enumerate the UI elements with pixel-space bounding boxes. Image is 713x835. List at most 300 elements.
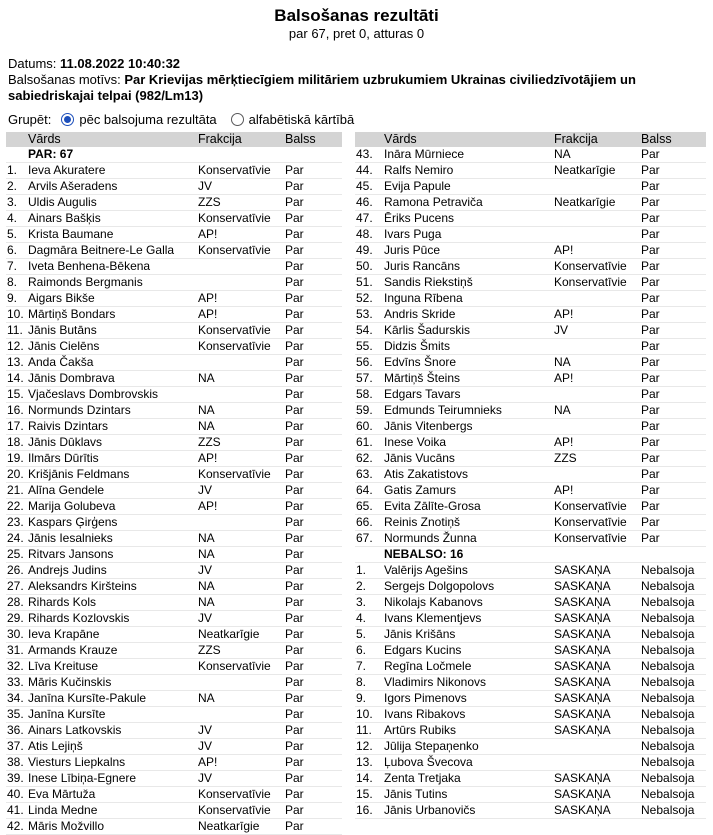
member-number: 46.: [356, 195, 373, 209]
member-number: 20.: [7, 467, 24, 481]
member-name: Normunds Žunna: [384, 531, 477, 545]
member-name: Inese Lībiņa-Egnere: [28, 771, 137, 785]
member-vote: Par: [641, 467, 660, 481]
member-vote: Par: [641, 339, 660, 353]
member-row: [6, 275, 342, 291]
member-name: Reinis Znotiņš: [384, 515, 461, 529]
member-fraction: JV: [198, 771, 213, 785]
date-line: [8, 56, 703, 72]
member-row: [6, 499, 342, 515]
member-vote: Par: [285, 403, 304, 417]
member-number: 13.: [7, 355, 24, 369]
member-number: 32.: [7, 659, 24, 673]
column-header-name: Vārds: [28, 132, 61, 146]
member-row: [6, 371, 342, 387]
member-name: Marija Golubeva: [28, 499, 116, 513]
table-column-left: [6, 147, 342, 835]
member-vote: Nebalsoja: [641, 675, 695, 689]
member-name: Ilmārs Dūrītis: [28, 451, 99, 465]
member-number: 34.: [7, 691, 24, 705]
member-row: [355, 675, 706, 691]
member-name: Jānis Iesalnieks: [28, 531, 113, 545]
member-name: Ļubova Švecova: [384, 755, 473, 769]
radio-option-label[interactable]: alfabētiskā kārtībā: [248, 111, 355, 127]
radio-option-label[interactable]: pēc balsojuma rezultāta: [79, 111, 217, 127]
member-name: Aleksandrs Kiršteins: [28, 579, 137, 593]
member-fraction: SASKAŅA: [554, 723, 611, 737]
member-number: 4.: [356, 611, 367, 625]
member-name: Ieva Krapāne: [28, 627, 100, 641]
member-vote: Par: [285, 691, 304, 705]
member-fraction: JV: [198, 739, 213, 753]
member-vote: Par: [641, 211, 660, 225]
member-fraction: [198, 259, 285, 274]
member-name: Ivans Ribakovs: [384, 707, 466, 721]
member-number: 11.: [356, 723, 372, 737]
member-vote: Nebalsoja: [641, 787, 695, 801]
member-vote: Par: [285, 467, 304, 481]
member-vote: Par: [641, 515, 660, 529]
member-name: Viesturs Liepkalns: [28, 755, 126, 769]
member-number: 57.: [356, 371, 373, 385]
member-row: [6, 803, 342, 819]
member-row: [6, 451, 342, 467]
member-fraction: [554, 291, 641, 306]
member-vote: Par: [285, 707, 304, 721]
member-fraction: Neatkarīgie: [198, 819, 260, 833]
member-name: Mārtiņš Bondars: [28, 307, 116, 321]
member-name: Krišjānis Feldmans: [28, 467, 130, 481]
member-number: 6.: [356, 643, 367, 657]
member-fraction: JV: [554, 323, 569, 337]
member-name: Edgars Kucins: [384, 643, 462, 657]
section-title: NEBALSO: 16: [384, 547, 464, 561]
member-row: [6, 163, 342, 179]
results-table: [6, 132, 706, 835]
member-fraction: NA: [554, 355, 571, 369]
member-vote: Par: [285, 259, 304, 273]
member-row: [6, 291, 342, 307]
member-number: 16.: [356, 803, 373, 817]
member-number: 16.: [7, 403, 24, 417]
member-name: Janīna Kursīte-Pakule: [28, 691, 147, 705]
member-name: Janīna Kursīte: [28, 707, 106, 721]
member-row: [6, 227, 342, 243]
member-number: 27.: [7, 579, 24, 593]
member-row: [355, 195, 706, 211]
member-row: [355, 771, 706, 787]
member-row: [6, 243, 342, 259]
member-name: Rihards Kols: [28, 595, 97, 609]
member-fraction: NA: [198, 579, 215, 593]
member-fraction: AP!: [198, 451, 218, 465]
member-name: Didzis Šmits: [384, 339, 451, 353]
member-row: [355, 659, 706, 675]
member-fraction: [554, 227, 641, 242]
member-fraction: Neatkarīgie: [554, 195, 616, 209]
column-header-vote: Balss: [641, 132, 672, 146]
radio-button-icon[interactable]: [61, 113, 74, 126]
member-vote: Nebalsoja: [641, 611, 695, 625]
member-number: 48.: [356, 227, 373, 241]
table-header: [6, 132, 706, 147]
member-row: [6, 339, 342, 355]
member-vote: Par: [285, 499, 304, 513]
member-vote: Par: [641, 195, 660, 209]
member-name: Rihards Kozlovskis: [28, 611, 130, 625]
member-row: [355, 403, 706, 419]
member-vote: Nebalsoja: [641, 643, 695, 657]
member-fraction: NA: [198, 419, 215, 433]
member-name: Ralfs Nemiro: [384, 163, 454, 177]
member-row: [355, 323, 706, 339]
member-vote: Par: [285, 307, 304, 321]
member-vote: Par: [641, 531, 660, 545]
member-fraction: AP!: [198, 227, 218, 241]
member-vote: Par: [285, 819, 304, 833]
member-row: [6, 739, 342, 755]
member-name: Andris Skride: [384, 307, 456, 321]
member-name: Evita Zālīte-Grosa: [384, 499, 481, 513]
table-column-right: [355, 147, 706, 819]
member-row: [355, 227, 706, 243]
member-number: 36.: [7, 723, 24, 737]
member-row: [355, 531, 706, 547]
member-fraction: [554, 739, 641, 754]
member-vote: Par: [641, 435, 660, 449]
member-name: Jānis Vitenbergs: [384, 419, 473, 433]
member-name: Inese Voika: [384, 435, 447, 449]
radio-button-icon[interactable]: [231, 113, 244, 126]
section-header-row: [355, 547, 706, 563]
member-row: [355, 643, 706, 659]
member-vote: Par: [285, 339, 304, 353]
member-name: Jānis Cielēns: [28, 339, 100, 353]
member-number: 37.: [7, 739, 24, 753]
member-fraction: NA: [198, 595, 215, 609]
member-row: [355, 275, 706, 291]
member-name: Evija Papule: [384, 179, 451, 193]
member-number: 52.: [356, 291, 373, 305]
member-vote: Par: [641, 451, 660, 465]
member-fraction: SASKAŅA: [554, 611, 611, 625]
member-number: 63.: [356, 467, 373, 481]
member-fraction: SASKAŅA: [554, 579, 611, 593]
member-fraction: [554, 179, 641, 194]
member-vote: Par: [285, 547, 304, 561]
member-row: [6, 355, 342, 371]
member-fraction: Konservatīvie: [554, 515, 627, 529]
section-title: PAR: 67: [28, 147, 74, 161]
member-name: Edvīns Šnore: [384, 355, 457, 369]
member-number: 24.: [7, 531, 24, 545]
member-number: 42.: [7, 819, 24, 833]
member-number: 65.: [356, 499, 373, 513]
member-row: [6, 403, 342, 419]
member-name: Jūlija Stepaņenko: [384, 739, 479, 753]
member-vote: Par: [641, 179, 660, 193]
member-vote: Par: [285, 419, 304, 433]
member-fraction: Neatkarīgie: [198, 627, 260, 641]
member-row: [355, 179, 706, 195]
member-name: Linda Medne: [28, 803, 98, 817]
member-name: Māris Kučinskis: [28, 675, 112, 689]
member-fraction: NA: [554, 403, 571, 417]
member-number: 30.: [7, 627, 24, 641]
member-number: 62.: [356, 451, 373, 465]
member-vote: Par: [641, 403, 660, 417]
member-name: Raimonds Bergmanis: [28, 275, 143, 289]
member-fraction: ZZS: [198, 643, 221, 657]
radio-option-by-result[interactable]: [61, 112, 216, 127]
member-fraction: [198, 275, 285, 290]
member-name: Jānis Vucāns: [384, 451, 455, 465]
member-row: [6, 611, 342, 627]
member-fraction: AP!: [554, 371, 574, 385]
member-row: [355, 627, 706, 643]
member-vote: Par: [641, 243, 660, 257]
member-vote: Par: [641, 307, 660, 321]
member-fraction: SASKAŅA: [554, 691, 611, 705]
member-vote: Nebalsoja: [641, 739, 695, 753]
member-fraction: Konservatīvie: [554, 275, 627, 289]
radio-option-alphabetical[interactable]: [231, 112, 355, 127]
member-name: Ainars Latkovskis: [28, 723, 122, 737]
member-fraction: NA: [198, 403, 215, 417]
member-fraction: [198, 675, 285, 690]
member-vote: Nebalsoja: [641, 771, 695, 785]
member-vote: Nebalsoja: [641, 659, 695, 673]
group-label: Grupēt:: [8, 111, 52, 127]
member-name: Uldis Augulis: [28, 195, 97, 209]
member-vote: Par: [285, 675, 304, 689]
member-vote: Par: [641, 147, 660, 161]
member-name: Ēriks Pucens: [384, 211, 455, 225]
member-row: [6, 323, 342, 339]
member-number: 19.: [7, 451, 24, 465]
member-fraction: AP!: [198, 307, 218, 321]
member-row: [355, 691, 706, 707]
member-vote: Par: [285, 755, 304, 769]
member-number: 2.: [356, 579, 367, 593]
member-row: [6, 771, 342, 787]
member-number: 18.: [7, 435, 24, 449]
member-vote: Par: [285, 243, 304, 257]
member-number: 54.: [356, 323, 373, 337]
member-name: Ināra Mūrniece: [384, 147, 465, 161]
member-row: [6, 595, 342, 611]
member-vote: Par: [285, 595, 304, 609]
member-row: [355, 499, 706, 515]
member-vote: Par: [641, 371, 660, 385]
member-vote: Nebalsoja: [641, 755, 695, 769]
member-number: 7.: [356, 659, 367, 673]
member-number: 3.: [7, 195, 18, 209]
member-number: 39.: [7, 771, 24, 785]
member-fraction: AP!: [554, 307, 574, 321]
member-vote: Par: [285, 515, 304, 529]
member-fraction: AP!: [554, 243, 574, 257]
member-fraction: Konservatīvie: [554, 259, 627, 273]
member-name: Dagmāra Beitnere-Le Galla: [28, 243, 175, 257]
member-name: Edmunds Teirumnieks: [384, 403, 502, 417]
member-vote: Par: [285, 627, 304, 641]
member-fraction: SASKAŅA: [554, 675, 611, 689]
member-number: 8.: [356, 675, 367, 689]
member-name: Edgars Tavars: [384, 387, 461, 401]
member-number: 12.: [356, 739, 373, 753]
member-row: [355, 371, 706, 387]
member-vote: Par: [641, 227, 660, 241]
member-name: Nikolajs Kabanovs: [384, 595, 483, 609]
member-number: 64.: [356, 483, 373, 497]
member-fraction: Konservatīvie: [198, 243, 271, 257]
member-row: [6, 467, 342, 483]
member-row: [355, 755, 706, 771]
member-name: Valērijs Agešins: [384, 563, 468, 577]
member-number: 8.: [7, 275, 18, 289]
member-number: 61.: [356, 435, 373, 449]
member-number: 21.: [7, 483, 24, 497]
member-vote: Par: [285, 803, 304, 817]
member-row: [355, 483, 706, 499]
member-row: [6, 627, 342, 643]
member-row: [6, 707, 342, 723]
member-vote: Par: [285, 179, 304, 193]
member-vote: Par: [641, 291, 660, 305]
member-fraction: SASKAŅA: [554, 771, 611, 785]
member-name: Inguna Rībena: [384, 291, 463, 305]
member-name: Aigars Bikše: [28, 291, 95, 305]
member-number: 5.: [356, 627, 367, 641]
member-row: [355, 387, 706, 403]
member-number: 14.: [356, 771, 373, 785]
member-vote: Par: [641, 483, 660, 497]
member-number: 59.: [356, 403, 373, 417]
member-row: [6, 307, 342, 323]
member-vote: Nebalsoja: [641, 691, 695, 705]
member-vote: Par: [641, 259, 660, 273]
member-fraction: AP!: [198, 291, 218, 305]
info-block: [8, 56, 703, 104]
member-name: Jānis Tutins: [384, 787, 448, 801]
member-number: 13.: [356, 755, 373, 769]
member-row: [355, 579, 706, 595]
member-fraction: NA: [198, 531, 215, 545]
member-name: Eva Mārtuža: [28, 787, 96, 801]
member-number: 14.: [7, 371, 24, 385]
member-name: Vladimirs Nikonovs: [384, 675, 487, 689]
member-vote: Par: [285, 227, 304, 241]
member-number: 35.: [7, 707, 24, 721]
member-row: [355, 163, 706, 179]
member-name: Ramona Petraviča: [384, 195, 483, 209]
member-fraction: SASKAŅA: [554, 803, 611, 817]
member-number: 22.: [7, 499, 24, 513]
member-vote: Nebalsoja: [641, 707, 695, 721]
member-fraction: Konservatīvie: [554, 499, 627, 513]
member-row: [355, 243, 706, 259]
member-vote: Par: [285, 371, 304, 385]
member-fraction: [554, 211, 641, 226]
member-row: [355, 787, 706, 803]
member-row: [355, 803, 706, 819]
member-row: [355, 707, 706, 723]
member-row: [355, 259, 706, 275]
member-name: Normunds Dzintars: [28, 403, 131, 417]
member-vote: Par: [285, 291, 304, 305]
member-fraction: NA: [554, 147, 571, 161]
member-number: 26.: [7, 563, 24, 577]
member-number: 10.: [356, 707, 373, 721]
member-name: Armands Krauze: [28, 643, 118, 657]
motive-line: [8, 72, 703, 104]
member-number: 1.: [356, 563, 367, 577]
member-fraction: JV: [198, 179, 213, 193]
member-number: 31.: [7, 643, 24, 657]
member-fraction: SASKAŅA: [554, 707, 611, 721]
member-vote: Par: [285, 531, 304, 545]
member-vote: Par: [285, 643, 304, 657]
member-number: 66.: [356, 515, 373, 529]
member-number: 55.: [356, 339, 373, 353]
member-number: 9.: [356, 691, 367, 705]
member-name: Kārlis Šadurskis: [384, 323, 471, 337]
member-row: [355, 611, 706, 627]
member-vote: Par: [285, 195, 304, 209]
member-row: [355, 595, 706, 611]
member-number: 5.: [7, 227, 18, 241]
member-vote: Nebalsoja: [641, 723, 695, 737]
member-fraction: SASKAŅA: [554, 595, 611, 609]
member-fraction: NA: [198, 371, 215, 385]
member-number: 56.: [356, 355, 373, 369]
member-name: Juris Rancāns: [384, 259, 461, 273]
member-row: [355, 563, 706, 579]
member-vote: Par: [285, 771, 304, 785]
member-fraction: [554, 755, 641, 770]
member-number: 28.: [7, 595, 24, 609]
member-row: [355, 211, 706, 227]
member-name: Vjačeslavs Dombrovskis: [28, 387, 159, 401]
member-fraction: JV: [198, 723, 213, 737]
member-name: Sandis Riekstiņš: [384, 275, 473, 289]
member-row: [355, 339, 706, 355]
table-header-left: [6, 132, 342, 147]
member-vote: Par: [285, 723, 304, 737]
member-name: Ivars Puga: [384, 227, 442, 241]
member-fraction: [198, 707, 285, 722]
member-number: 15.: [7, 387, 24, 401]
member-row: [6, 563, 342, 579]
member-row: [355, 451, 706, 467]
member-row: [6, 483, 342, 499]
page-title: Balsošanas rezultāti: [274, 6, 439, 25]
member-vote: Par: [285, 275, 304, 289]
member-fraction: JV: [198, 483, 213, 497]
member-name: Māris Možvillo: [28, 819, 105, 833]
member-number: 25.: [7, 547, 24, 561]
member-name: Arvils Ašeradens: [28, 179, 118, 193]
member-vote: Nebalsoja: [641, 563, 695, 577]
member-name: Iveta Benhena-Bēkena: [28, 259, 151, 273]
member-number: 43.: [356, 147, 373, 161]
member-fraction: Konservatīvie: [198, 659, 271, 673]
member-vote: Par: [641, 275, 660, 289]
member-fraction: SASKAŅA: [554, 627, 611, 641]
member-vote: Par: [285, 435, 304, 449]
member-number: 3.: [356, 595, 367, 609]
